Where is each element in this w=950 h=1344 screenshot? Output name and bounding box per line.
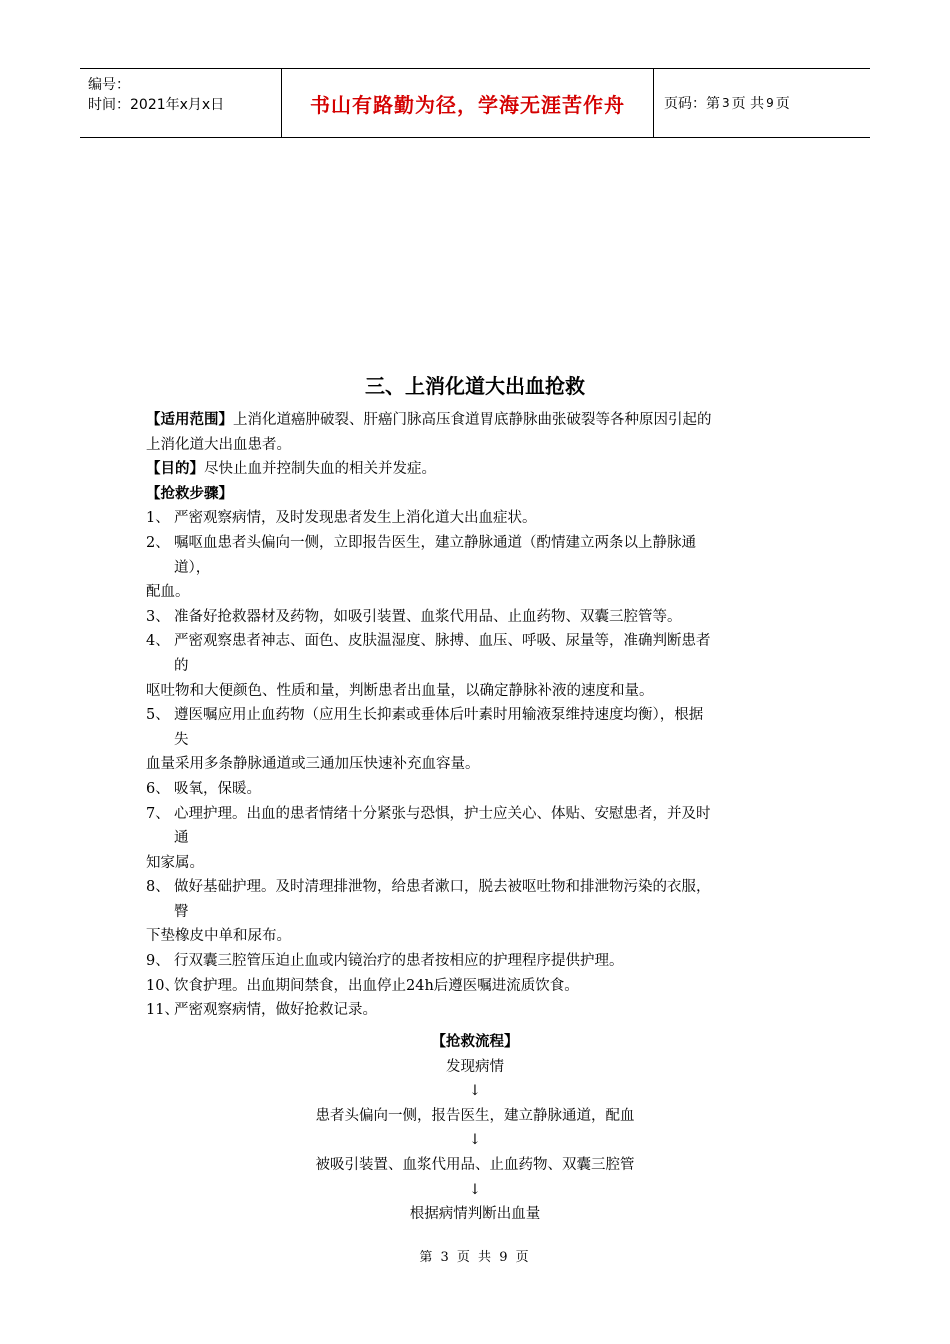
step-number: 3、 — [146, 608, 170, 625]
step-item — [146, 777, 812, 802]
flow-label: 【抢救流程】 — [431, 1034, 519, 1050]
flow-items — [0, 1055, 950, 1227]
footer-suffix: 页 — [515, 1250, 531, 1265]
step-item — [146, 629, 812, 654]
purpose-text: 尽快止血并控制失血的相关并发症。 — [204, 461, 436, 478]
step-item — [146, 974, 812, 999]
page-header — [80, 68, 870, 138]
scope-line-2: 上消化道大出血患者。 — [146, 436, 291, 453]
step-item — [146, 531, 812, 556]
flow-step: 患者头偏向一侧，报告医生，建立静脉通道，配血 — [315, 1107, 635, 1124]
step-item — [146, 802, 812, 827]
step-text: 严密观察病情，及时发现患者发生上消化道大出血症状。 — [174, 510, 537, 527]
document-body — [146, 408, 812, 1023]
step-item — [146, 949, 812, 974]
step-item — [146, 998, 812, 1023]
footer-mid: 页 共 — [456, 1250, 494, 1265]
step-continuation: 的 — [174, 657, 189, 674]
step-text: 心理护理。出血的患者情绪十分紧张与恐惧，护士应关心、体贴、安慰患者，并及时 — [174, 805, 711, 822]
step-number: 6、 — [146, 780, 170, 797]
rescue-flow — [0, 1030, 950, 1227]
page-suffix: 页 — [775, 96, 790, 112]
footer-total: 9 — [499, 1250, 510, 1265]
step-text: 行双囊三腔管压迫止血或内镜治疗的患者按相应的护理程序提供护理。 — [174, 953, 624, 970]
purpose-label: 【目的】 — [146, 461, 204, 478]
step-number: 9、 — [146, 953, 170, 970]
step-item — [146, 703, 812, 728]
step-wrap-line: 下垫橡皮中单和尿布。 — [146, 928, 291, 945]
footer-prefix: 第 — [419, 1250, 435, 1265]
footer-current: 3 — [440, 1250, 451, 1265]
step-number: 11、 — [146, 1002, 179, 1019]
page-footer — [0, 1246, 950, 1265]
step-wrap-line: 呕吐物和大便颜色、性质和量，判断患者出血量，以确定静脉补液的速度和量。 — [146, 682, 654, 699]
step-item — [146, 506, 812, 531]
header-motto: 书山有路勤为径，学海无涯苦作舟 — [281, 69, 654, 137]
section-title: 三、上消化道大出血抢救 — [365, 374, 585, 398]
step-text: 做好基础护理。及时清理排泄物，给患者漱口，脱去被呕吐物和排泄物污染的衣服， — [174, 879, 711, 896]
step-number: 10、 — [146, 977, 179, 994]
page-current: 3 — [722, 96, 730, 110]
step-wrap-line: 血量采用多条静脉通道或三通加压快速补充血容量。 — [146, 756, 480, 773]
step-text: 严密观察病情，做好抢救记录。 — [174, 1002, 377, 1019]
step-text: 吸氧，保暖。 — [174, 780, 261, 797]
flow-arrow: ↓ — [468, 1181, 482, 1198]
page-mid: 页 共 — [731, 96, 765, 112]
step-wrap-line: 配血。 — [146, 584, 190, 601]
step-text: 准备好抢救器材及药物，如吸引装置、血浆代用品、止血药物、双囊三腔管等。 — [174, 608, 682, 625]
step-text: 严密观察患者神志、面色、皮肤温湿度、脉搏、血压、呼吸、尿量等，准确判断患者 — [174, 633, 711, 650]
flow-arrow: ↓ — [468, 1132, 482, 1149]
step-text: 嘱呕血患者头偏向一侧，立即报告医生，建立静脉通道（酌情建立两条以上静脉通 — [174, 534, 696, 551]
page-prefix: 页码：第 — [664, 96, 720, 112]
header-meta — [80, 69, 281, 137]
step-text: 遵医嘱应用止血药物（应用生长抑素或垂体后叶素时用输液泵维持速度均衡），根据 — [174, 707, 704, 724]
step-continuation: 道）， — [174, 559, 211, 576]
flow-step: 发现病情 — [446, 1058, 504, 1075]
step-number: 5、 — [146, 707, 170, 724]
step-continuation: 通 — [174, 830, 189, 847]
step-number: 2、 — [146, 534, 170, 551]
flow-step: 被吸引装置、血浆代用品、止血药物、双囊三腔管 — [315, 1156, 635, 1173]
purpose-line — [146, 457, 812, 482]
time-label: 时间：2021年x月x日 — [88, 97, 225, 113]
step-number: 1、 — [146, 510, 170, 527]
code-label: 编号： — [88, 77, 130, 93]
flow-step: 根据病情判断出血量 — [409, 1206, 541, 1223]
page-total: 9 — [766, 96, 774, 110]
header-page-number — [654, 69, 870, 137]
step-continuation: 臀 — [174, 903, 189, 920]
step-number: 7、 — [146, 805, 170, 822]
step-item — [146, 875, 812, 900]
step-wrap-line: 知家属。 — [146, 854, 204, 871]
step-number: 8、 — [146, 879, 170, 896]
flow-arrow: ↓ — [468, 1083, 482, 1100]
step-text: 饮食护理。出血期间禁食，出血停止24h后遵医嘱进流质饮食。 — [174, 977, 579, 994]
step-number: 4、 — [146, 633, 170, 650]
steps-label: 【抢救步骤】 — [146, 485, 233, 502]
scope-text: 上消化道癌肿破裂、肝癌门脉高压食道胃底静脉曲张破裂等各种原因引起的 — [233, 412, 712, 428]
scope-label: 【适用范围】 — [146, 412, 233, 428]
steps-list — [146, 506, 812, 1022]
step-item — [146, 605, 812, 630]
scope-line — [146, 408, 812, 433]
step-continuation: 失 — [174, 731, 189, 748]
